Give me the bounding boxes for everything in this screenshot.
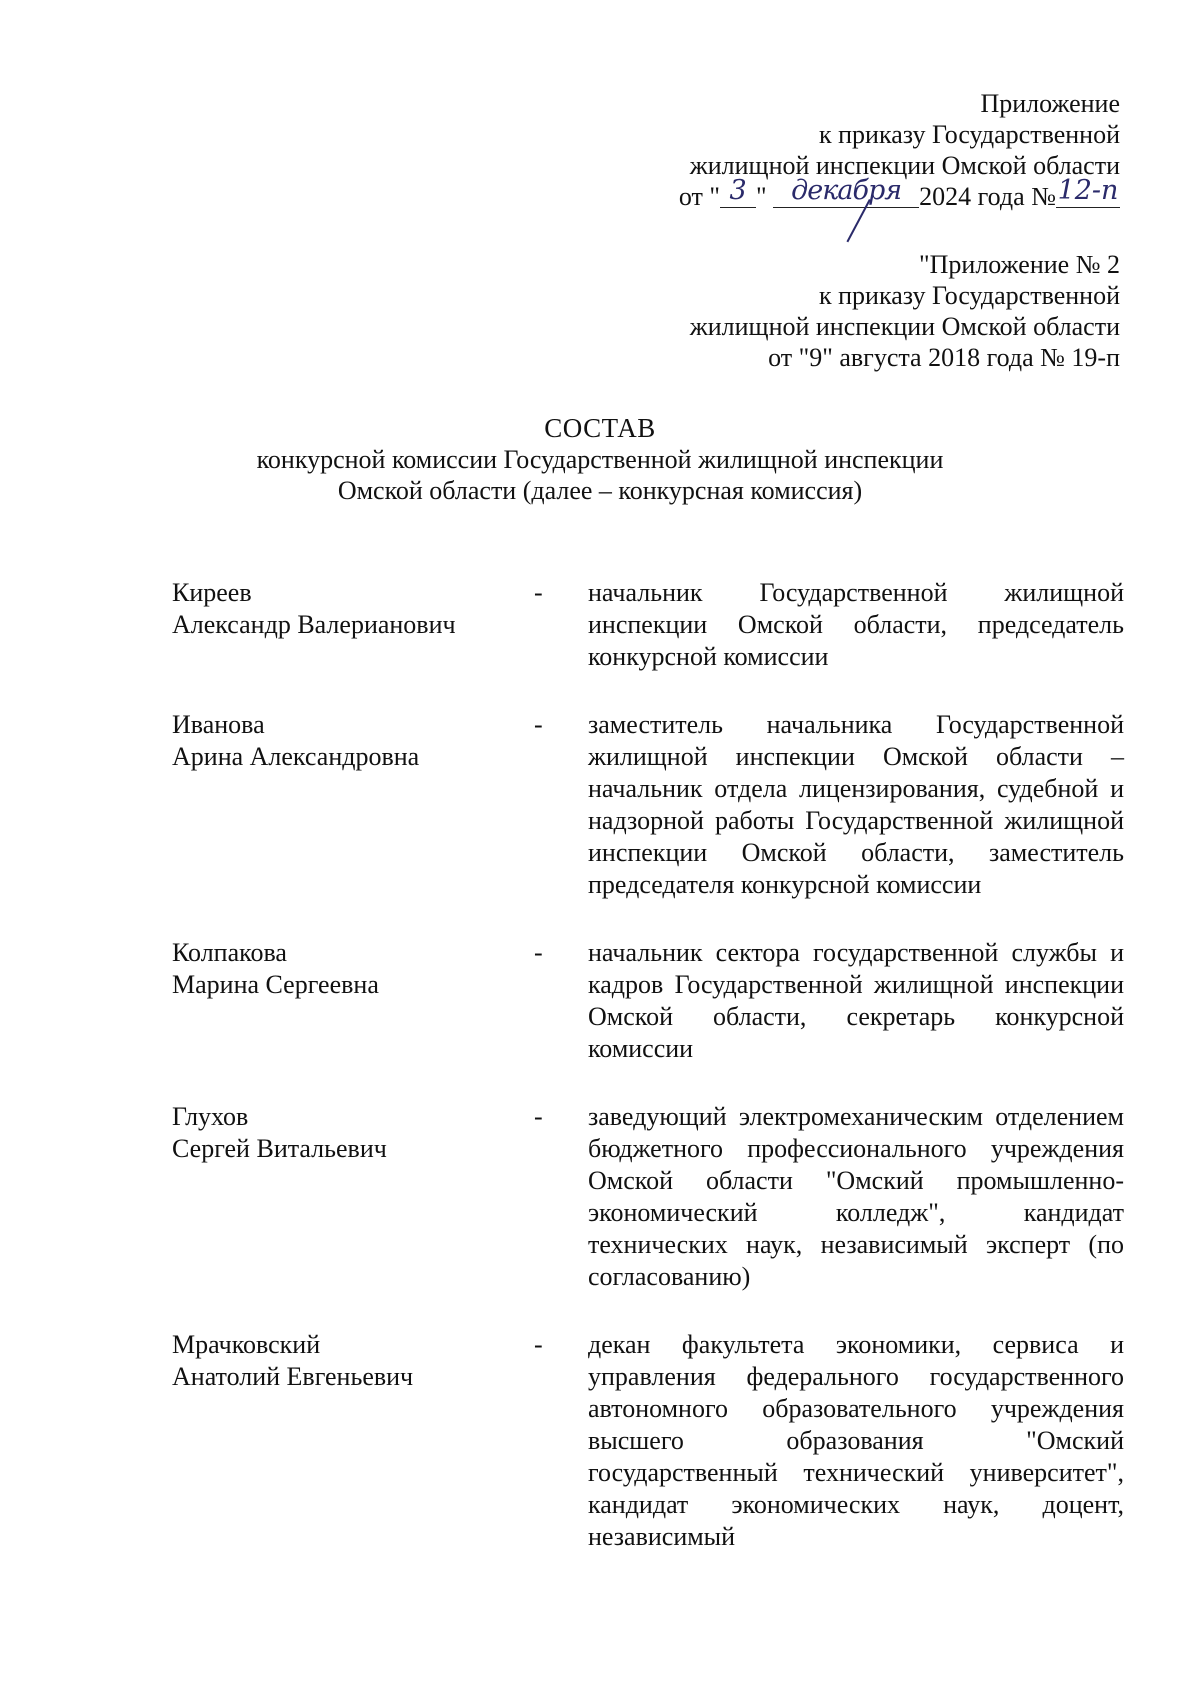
- date-quote: ": [756, 182, 767, 211]
- member-given-names: Александр Валерианович: [172, 610, 456, 639]
- member-row: [172, 937, 1122, 1065]
- member-name: [172, 577, 530, 673]
- date-day-field: [720, 175, 756, 208]
- member-name: [172, 1101, 530, 1293]
- member-given-names: Анатолий Евгеньевич: [172, 1362, 414, 1391]
- header-line: к приказу Государственной: [819, 120, 1120, 149]
- dash-separator: -: [534, 710, 543, 739]
- order-date-line: [678, 175, 1120, 212]
- member-name: [172, 1329, 530, 1553]
- appendix-header: [679, 88, 1120, 212]
- order-number-field: [1056, 175, 1120, 208]
- member-role: заместитель начальника Государственной жилищной инспекции Омской области – начальник отдела лицензирования, судебной и надзорной работы Государственной жилищной инспекции Омской области, заместитель председателя конкурсной комиссии: [588, 710, 1124, 899]
- member-role: декан факультета экономики, сервиса и управления федерального государственного автономного образовательного учреждения высшего образования "Омский государственный технический университет", кандидат экономических наук, доцент, независимый: [588, 1330, 1124, 1551]
- handwritten-month: декабря: [791, 175, 902, 206]
- header-line: к приказу Государственной: [819, 281, 1120, 310]
- handwritten-day: 3: [729, 175, 747, 206]
- dash-separator: -: [534, 938, 543, 967]
- header-line: жилищной инспекции Омской области: [689, 151, 1120, 180]
- title-line: Омской области (далее – конкурсная комиссия): [337, 476, 863, 505]
- member-given-names: Сергей Витальевич: [172, 1134, 387, 1163]
- dash-separator: -: [534, 578, 543, 607]
- member-role: начальник Государственной жилищной инспекции Омской области, председатель конкурсной комиссии: [588, 578, 1124, 671]
- member-surname: Мрачковский: [172, 1330, 321, 1359]
- member-surname: Глухов: [172, 1102, 249, 1131]
- member-row: [172, 709, 1122, 901]
- member-surname: Колпакова: [172, 938, 287, 967]
- member-row: [172, 1329, 1122, 1553]
- original-appendix-header: [690, 249, 1120, 373]
- title-line: конкурсной комиссии Государственной жилищной инспекции: [256, 445, 944, 474]
- handwritten-order-number: 12-п: [1057, 175, 1119, 206]
- commission-members-list: [172, 577, 1122, 1553]
- dash-separator: -: [534, 1330, 543, 1359]
- document-title: [0, 413, 1200, 506]
- member-role: заведующий электромеханическим отделением бюджетного профессионального учреждения Омской области "Омский промышленно-экономический колледж", кандидат технических наук, независимый эксперт (по согласованию): [588, 1102, 1124, 1291]
- date-month-field: [773, 175, 919, 208]
- header-line: от "9" августа 2018 года № 19-п: [768, 343, 1120, 372]
- header-line: "Приложение № 2: [919, 250, 1120, 279]
- member-given-names: Арина Александровна: [172, 742, 420, 771]
- dash-separator: -: [534, 1102, 543, 1131]
- member-surname: Иванова: [172, 710, 265, 739]
- member-row: [172, 1101, 1122, 1293]
- member-surname: Киреев: [172, 578, 252, 607]
- member-given-names: Марина Сергеевна: [172, 970, 379, 999]
- member-name: [172, 937, 530, 1065]
- member-row: [172, 577, 1122, 673]
- date-year: 2024 года №: [919, 182, 1056, 211]
- date-prefix: от ": [678, 182, 721, 211]
- member-name: [172, 709, 530, 901]
- title-main: СОСТАВ: [544, 413, 656, 443]
- header-line: жилищной инспекции Омской области: [689, 312, 1120, 341]
- header-line: Приложение: [980, 89, 1120, 118]
- member-role: начальник сектора государственной службы и кадров Государственной жилищной инспекции Омской области, секретарь конкурсной комиссии: [588, 938, 1124, 1063]
